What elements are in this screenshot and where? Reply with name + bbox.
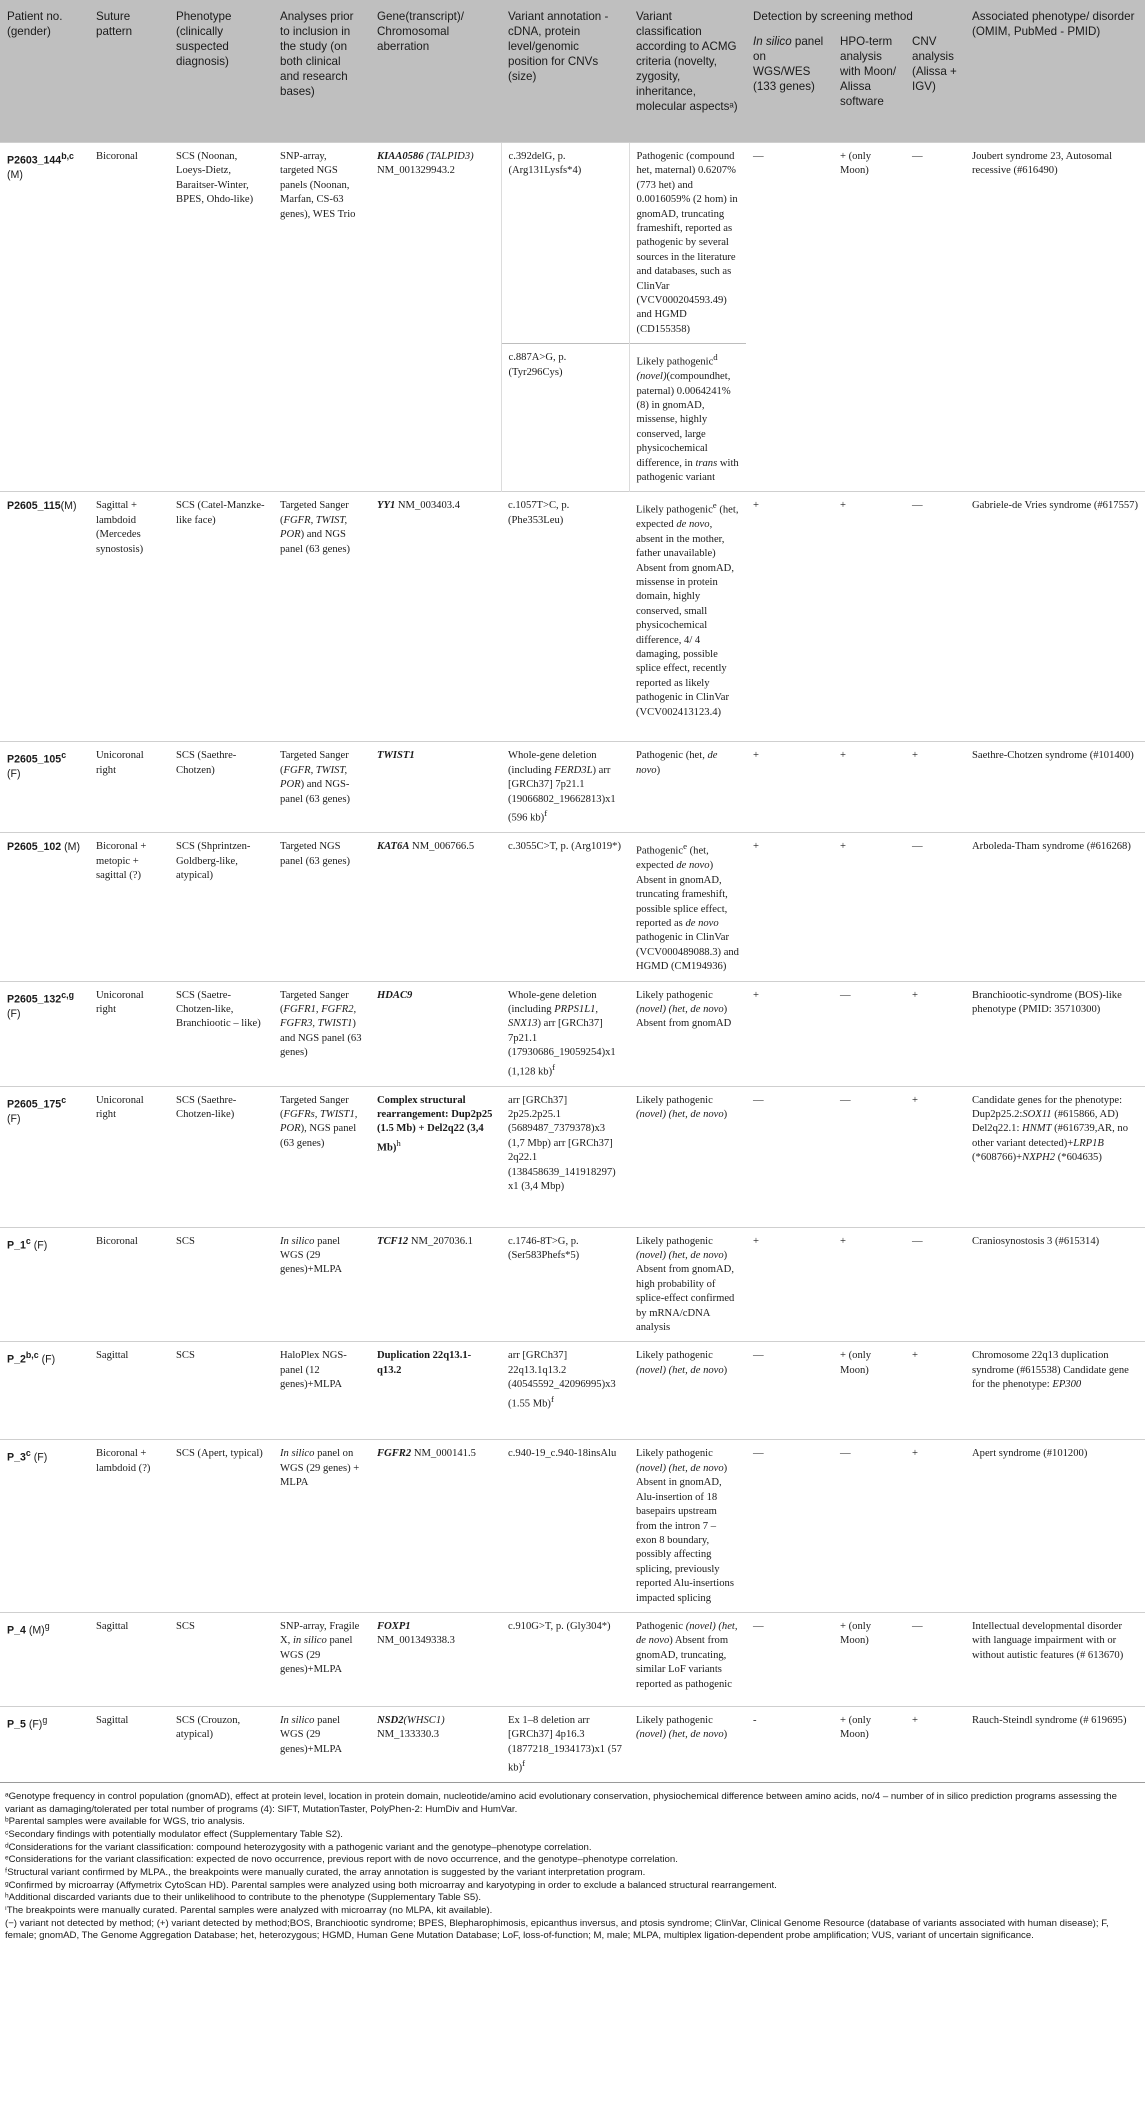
phenotype-cell: SCS (Crouzon, atypical): [169, 1706, 273, 1782]
footnote: ᶜSecondary findings with potentially modulator effect (Supplementary Table S2).: [5, 1829, 343, 1841]
patient-cell: P_2$^{b,c}$ (F): [0, 1342, 89, 1440]
hpo-cell: —: [833, 1440, 905, 1612]
cnv-cell: +: [905, 1440, 965, 1612]
variant-cell: Whole-gene deletion (including FERD3L) arr [GRCh37] 7p21.1 (19066802_19662813)x1 (596 kb)$^f$: [501, 742, 629, 833]
patient-cell: P_4 $(M)^g$: [0, 1612, 89, 1706]
analyses-cell: In silico panel WGS (29 genes)+MLPA: [273, 1227, 370, 1342]
disorder-cell: Rauch-Steindl syndrome (# 619695): [965, 1706, 1145, 1782]
hpo-cell: +: [833, 742, 905, 833]
gene-cell: Complex structural rearrangement: Dup2p25 (1.5 Mb) + Del2q22 (3,4 Mb)$^h$: [370, 1086, 501, 1227]
suture-cell: Unicoronal right: [89, 1086, 169, 1227]
footnote: ʰAdditional discarded variants due to their unlikelihood to contribute to the phenotype (Supplementary Table S5).: [5, 1892, 482, 1904]
insilico-cell: —: [746, 1086, 833, 1227]
classification-cell: Likely pathogenic$^e$ (het, expected de novo, absent in the mother, father unavailable) Absent from gnomAD, missense in protein domain, highly conserved, small physicochemical difference, 4/ 4 damaging, possible splice effect, recently reported as likely pathogenic in ClinVar (VCV002413123.4): [629, 492, 746, 742]
phenotype-cell: SCS: [169, 1612, 273, 1706]
phenotype-cell: SCS (Catel-Manzke-like face): [169, 492, 273, 742]
phenotype-cell: SCS (Saetre-Chotzen-like, Branchiootic – like): [169, 981, 273, 1086]
header-cnv: CNV analysis (Alissa + IGV): [905, 34, 965, 143]
gene-cell: HDAC9: [370, 981, 501, 1086]
disorder-cell: Branchiootic-syndrome (BOS)-like phenotype (PMID: 35710300): [965, 981, 1145, 1086]
variant-cell: c.3055C>T, p. (Arg1019*): [501, 833, 629, 981]
disorder-cell: Candidate genes for the phenotype: Dup2p25.2:SOX11 (#615866, AD) Del2q22.1: HNMT (#616739,AR, no other variant detected)+LRP1B (*608766)+NXPH2 (*604635): [965, 1086, 1145, 1227]
footnote: ᵍConfirmed by microarray (Affymetrix CytoScan HD). Parental samples were analyzed using both microarray and karyotyping in order to exclude a balanced structural rearrangement.: [5, 1879, 777, 1891]
table-footnotes: [0, 1782, 1145, 1943]
suture-cell: Bicoronal + metopic + sagittal (?): [89, 833, 169, 981]
gene-cell: Duplication 22q13.1-q13.2: [370, 1342, 501, 1440]
analyses-cell: In silico panel on WGS (29 genes) + MLPA: [273, 1440, 370, 1612]
table-row: [0, 143, 1145, 344]
header-insilico: In silico panel on WGS/WES (133 genes): [746, 34, 833, 143]
hpo-cell: +: [833, 492, 905, 742]
gene-cell: YY1 NM_003403.4: [370, 492, 501, 742]
analyses-cell: Targeted Sanger (FGFRs, TWIST1, POR), NGS panel (63 genes): [273, 1086, 370, 1227]
cnv-cell: +: [905, 1086, 965, 1227]
gene-cell: TWIST1: [370, 742, 501, 833]
table-row: [0, 1706, 1145, 1782]
table-row: [0, 981, 1145, 1086]
suture-cell: Sagittal: [89, 1706, 169, 1782]
phenotype-cell: SCS: [169, 1342, 273, 1440]
patient-cell: P2605_105$^c$ (F): [0, 742, 89, 833]
classification-cell: Likely pathogenic (novel) (het, de novo) Absent from gnomAD, high probability of splice-effect confirmed by mRNA/cDNA analysis: [629, 1227, 746, 1342]
disorder-cell: Gabriele-de Vries syndrome (#617557): [965, 492, 1145, 742]
gene-cell: FOXP1 NM_001349338.3: [370, 1612, 501, 1706]
header-patient: Patient no. (gender): [0, 0, 89, 143]
footnote: ⁱThe breakpoints were manually curated. Parental samples were analyzed with microarray (no MLPA, kit available).: [5, 1905, 493, 1916]
classification-cell: Likely pathogenic (novel) (het, de novo) Absent in gnomAD, Alu-insertion of 18 basepairs upstream from the intron 7 – exon 8 boundary, possibly affecting splicing, previously reported Alu-insertions impacted splicing: [629, 1440, 746, 1612]
header-variant: Variant annotation - cDNA, protein level/genomic position for CNVs (size): [501, 0, 629, 143]
analyses-cell: Targeted NGS panel (63 genes): [273, 833, 370, 981]
header-phenotype: Phenotype (clinically suspected diagnosis): [169, 0, 273, 143]
header-gene: Gene(transcript)/ Chromosomal aberration: [370, 0, 501, 143]
analyses-cell: SNP-array, Fragile X, in silico panel WGS (29 genes)+MLPA: [273, 1612, 370, 1706]
disorder-cell: Craniosynostosis 3 (#615314): [965, 1227, 1145, 1342]
footnote: ᵃGenotype frequency in control population (gnomAD), effect at protein level, location in protein domain, nucleotide/amino acid evolutionary conservation, physiochemical difference between amino acids, no/4 – number of in silico prediction programs assessing the variant as damaging/tolerated per total number of programs (4): SIFT, MutationTaster, PolyPhen-2: HumDiv and HumVar.: [5, 1791, 1117, 1815]
classification-cell: Likely pathogenic (novel) (het, de novo): [629, 1706, 746, 1782]
insilico-cell: +: [746, 833, 833, 981]
classification-cell: Pathogenic (compound het, maternal) 0.6207% (773 het) and 0.0016059% (2 hom) in gnomAD, truncating frameshift, reported as pathogenic by several sources in the literature and databases, such as ClinVar (VCV000204593.49) and HGMD (CD155358): [629, 143, 746, 344]
footnote: ᵈConsiderations for the variant classification: compound heterozygosity with a pathogenic variant and the genotype–phenotype correlation.: [5, 1841, 592, 1853]
cnv-cell: +: [905, 1342, 965, 1440]
hpo-cell: +: [833, 1227, 905, 1342]
hpo-cell: —: [833, 981, 905, 1086]
gene-cell: TCF12 NM_207036.1: [370, 1227, 501, 1342]
footnote: ᵇParental samples were available for WGS, trio analysis.: [5, 1816, 245, 1828]
insilico-cell: +: [746, 742, 833, 833]
variant-cell: Whole-gene deletion (including PRPS1L1, SNX13) arr [GRCh37] 7p21.1 (17930686_19059254)x1 (1,128 kb)$^f$: [501, 981, 629, 1086]
hpo-cell: + (only Moon): [833, 1612, 905, 1706]
variant-cell: arr [GRCh37] 22q13.1q13.2 (40545592_42096995)x3 (1.55 Mb)$^f$: [501, 1342, 629, 1440]
classification-cell: Pathogenic (het, de novo): [629, 742, 746, 833]
disorder-cell: Joubert syndrome 23, Autosomal recessive (#616490): [965, 143, 1145, 492]
phenotype-cell: SCS: [169, 1227, 273, 1342]
table-row: [0, 1227, 1145, 1342]
classification-cell: Likely pathogenic (novel) (het, de novo): [629, 1086, 746, 1227]
variant-cell: c.910G>T, p. (Gly304*): [501, 1612, 629, 1706]
suture-cell: Bicoronal: [89, 143, 169, 492]
analyses-cell: SNP-array, targeted NGS panels (Noonan, Marfan, CS-63 genes), WES Trio: [273, 143, 370, 492]
header-disorder: Associated phenotype/ disorder (OMIM, PubMed - PMID): [965, 0, 1145, 143]
table-row: [0, 1612, 1145, 1706]
patient-cell: P_1$^c$ (F): [0, 1227, 89, 1342]
gene-cell: NSD2(WHSC1) NM_133330.3: [370, 1706, 501, 1782]
hpo-cell: + (only Moon): [833, 143, 905, 492]
footnote: ᶠStructural variant confirmed by MLPA., the breakpoints were manually curated, the array annotation is suggested by the variant interpretation program.: [5, 1867, 646, 1879]
suture-cell: Bicoronal: [89, 1227, 169, 1342]
variant-cell: c.1057T>C, p. (Phe353Leu): [501, 492, 629, 742]
disorder-cell: Apert syndrome (#101200): [965, 1440, 1145, 1612]
suture-cell: Bicoronal + lambdoid (?): [89, 1440, 169, 1612]
cnv-cell: +: [905, 742, 965, 833]
variant-cell: c.1746-8T>G, p. (Ser583Phefs*5): [501, 1227, 629, 1342]
patient-cell: P_3$^c$ (F): [0, 1440, 89, 1612]
variant-cell: c.887A>G, p. (Tyr296Cys): [501, 344, 629, 492]
insilico-cell: +: [746, 492, 833, 742]
cnv-cell: —: [905, 143, 965, 492]
variant-cell: Ex 1–8 deletion arr [GRCh37] 4p16.3 (1877218_1934173)x1 (57 kb)$^f$: [501, 1706, 629, 1782]
variant-cell: arr [GRCh37] 2p25.2p25.1 (5689487_7379378)x3 (1,7 Mbp) arr [GRCh37] 2q22.1 (138458639_141918297) x1 (3,4 Mbp): [501, 1086, 629, 1227]
patient-cell: P2605_175$^c$ (F): [0, 1086, 89, 1227]
suture-cell: Sagittal: [89, 1342, 169, 1440]
insilico-cell: —: [746, 1612, 833, 1706]
analyses-cell: Targeted Sanger (FGFR1, FGFR2, FGFR3, TWIST1) and NGS panel (63 genes): [273, 981, 370, 1086]
insilico-cell: -: [746, 1706, 833, 1782]
header-suture: Suture pattern: [89, 0, 169, 143]
hpo-cell: —: [833, 1086, 905, 1227]
header-detection-group: Detection by screening method: [746, 0, 965, 34]
suture-cell: Sagittal + lambdoid (Mercedes synostosis): [89, 492, 169, 742]
variant-cell: c.392delG, p. (Arg131Lysfs*4): [501, 143, 629, 344]
table-row: [0, 1440, 1145, 1612]
classification-cell: Likely pathogenic (novel) (het, de novo): [629, 1342, 746, 1440]
table-row: [0, 1086, 1145, 1227]
insilico-cell: +: [746, 981, 833, 1086]
cnv-cell: —: [905, 833, 965, 981]
disorder-cell: Chromosome 22q13 duplication syndrome (#615538) Candidate gene for the phenotype: EP300: [965, 1342, 1145, 1440]
classification-cell: Likely pathogenic (novel) (het, de novo) Absent from gnomAD: [629, 981, 746, 1086]
patient-cell: P_5 $(F)^g$: [0, 1706, 89, 1782]
insilico-cell: —: [746, 1440, 833, 1612]
header-analyses: Analyses prior to inclusion in the study (on both clinical and research bases): [273, 0, 370, 143]
disorder-cell: Saethre-Chotzen syndrome (#101400): [965, 742, 1145, 833]
classification-cell: Pathogenic (novel) (het, de novo) Absent from gnomAD, truncating, similar LoF variants reported as pathogenic: [629, 1612, 746, 1706]
cnv-cell: —: [905, 1612, 965, 1706]
disorder-cell: Intellectual developmental disorder with language impairment with or without autistic features (# 613670): [965, 1612, 1145, 1706]
hpo-cell: + (only Moon): [833, 1342, 905, 1440]
insilico-cell: +: [746, 1227, 833, 1342]
phenotype-cell: SCS (Saethre-Chotzen): [169, 742, 273, 833]
classification-cell: Pathogenic$^e$ (het, expected de novo) Absent in gnomAD, truncating frameshift, possible splice effect, reported as de novo pathogenic in ClinVar (VCV000489088.3) and HGMD (CM194936): [629, 833, 746, 981]
disorder-cell: Arboleda-Tham syndrome (#616268): [965, 833, 1145, 981]
gene-cell: KIAA0586 (TALPID3) NM_001329943.2: [370, 143, 501, 492]
table-row: [0, 1342, 1145, 1440]
table-row: [0, 833, 1145, 981]
suture-cell: Sagittal: [89, 1612, 169, 1706]
suture-cell: Unicoronal right: [89, 981, 169, 1086]
gene-cell: KAT6A NM_006766.5: [370, 833, 501, 981]
classification-cell: Likely pathogenic$^d$ (novel)(compoundhet, paternal) 0.0064241% (8) in gnomAD, missense, highly conserved, large physicochemical difference, in trans with pathogenic variant: [629, 344, 746, 492]
patient-cell: P2605_132$^{c,g}$ (F): [0, 981, 89, 1086]
gene-cell: FGFR2 NM_000141.5: [370, 1440, 501, 1612]
patient-cell: P2605_102 (M): [0, 833, 89, 981]
phenotype-cell: SCS (Apert, typical): [169, 1440, 273, 1612]
header-hpo: HPO-term analysis with Moon/ Alissa software: [833, 34, 905, 143]
hpo-cell: + (only Moon): [833, 1706, 905, 1782]
phenotype-cell: SCS (Shprintzen-Goldberg-like, atypical): [169, 833, 273, 981]
analyses-cell: Targeted Sanger (FGFR, TWIST, POR) and NGS-panel (63 genes): [273, 742, 370, 833]
hpo-cell: +: [833, 833, 905, 981]
table-row: [0, 492, 1145, 742]
patient-cell: P2605_115(M): [0, 492, 89, 742]
phenotype-cell: SCS (Saethre-Chotzen-like): [169, 1086, 273, 1227]
analyses-cell: In silico panel WGS (29 genes)+MLPA: [273, 1706, 370, 1782]
analyses-cell: HaloPlex NGS-panel (12 genes)+MLPA: [273, 1342, 370, 1440]
footnote: (−) variant not detected by method; (+) variant detected by method;BOS, Branchiootic syndrome; BPES, Blepharophimosis, epicanthus inversus, and ptosis syndrome; ClinVar, Clinical Genome Resource (database of variants associated with human disease); F, female; gnomAD, The Genome Aggregation Database; het, heterozygous; HGMD, Human Gene Mutation Database; LoF, loss-of-function; M, male; MLPA, multiplex ligation-dependent probe amplification; VUS, variant of uncertain significance.: [5, 1917, 1109, 1942]
footnote: ᵉConsiderations for the variant classification: expected de novo occurrence, previous report with de novo occurrence, and the genotype–phenotype correlation.: [5, 1854, 678, 1866]
insilico-cell: —: [746, 1342, 833, 1440]
header-classification: Variant classification according to ACMG criteria (novelty, zygosity, inheritance, molecular aspectsᵃ): [629, 0, 746, 143]
phenotype-cell: SCS (Noonan, Loeys-Dietz, Baraitser-Winter, BPES, Ohdo-like): [169, 143, 273, 492]
cnv-cell: —: [905, 492, 965, 742]
analyses-cell: Targeted Sanger (FGFR, TWIST, POR) and NGS panel (63 genes): [273, 492, 370, 742]
cnv-cell: +: [905, 981, 965, 1086]
insilico-cell: —: [746, 143, 833, 492]
table-row: [0, 742, 1145, 833]
cnv-cell: —: [905, 1227, 965, 1342]
header-row: [0, 0, 1145, 34]
patient-cell: P2603_144$^{b,c}$ (M): [0, 143, 89, 492]
variant-cell: c.940-19_c.940-18insAlu: [501, 1440, 629, 1612]
cnv-cell: +: [905, 1706, 965, 1782]
suture-cell: Unicoronal right: [89, 742, 169, 833]
